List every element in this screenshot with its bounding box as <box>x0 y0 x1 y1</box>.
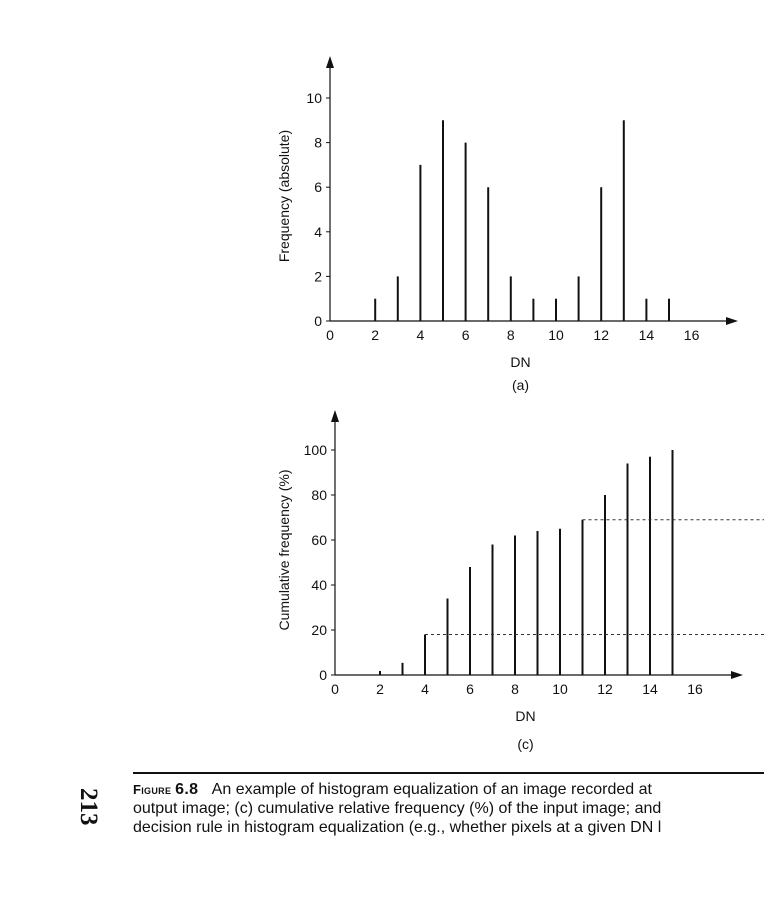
chart-2-x-axis-label: DN <box>515 708 536 724</box>
caption-line-3: decision rule in histogram equalization (e.g., whether pixels at a given DN l <box>133 819 662 836</box>
chart-1-y-axis-label: Frequency (absolute) <box>276 129 292 263</box>
chart-1-y-tick-label: 0 <box>314 313 322 329</box>
chart-2-x-axis-arrow <box>731 671 743 679</box>
chart-2-x-tick-label: 14 <box>642 681 658 697</box>
chart-2-panel-label: (c) <box>517 736 534 752</box>
chart-1-y-tick-label: 8 <box>314 134 322 151</box>
chart-1-x-tick-label: 0 <box>326 327 334 343</box>
chart-1-y-tick-label: 2 <box>314 268 322 285</box>
caption-line-2: output image; (c) cumulative relative frequency (%) of the input image; and <box>133 800 662 817</box>
chart-2-y-tick-label: 40 <box>311 577 327 593</box>
chart-2-x-tick-label: 10 <box>552 681 568 697</box>
chart-1-x-axis-label: DN <box>510 354 531 370</box>
chart-1-y-tick-label: 10 <box>306 90 322 106</box>
caption-line-1 <box>133 780 764 799</box>
caption-label-word: Figure <box>133 782 172 797</box>
chart-1-x-tick-label: 16 <box>683 327 700 343</box>
chart-2-y-tick-label: 60 <box>311 532 327 548</box>
chart-1-y-tick-label: 6 <box>314 179 322 196</box>
chart-2-y-axis-label: Cumulative frequency (%) <box>276 469 292 631</box>
chart-2-y-tick-label: 20 <box>311 622 327 638</box>
chart-1-x-tick-label: 8 <box>506 327 515 343</box>
chart-1-panel-label: (a) <box>511 377 530 393</box>
chart-1-x-axis-arrow <box>726 317 738 325</box>
caption-label <box>133 782 198 797</box>
chart-1-x-tick-label: 2 <box>371 327 380 343</box>
chart-2-x-tick-label: 2 <box>376 681 384 697</box>
caption-text-1: An example of histogram equalization of an image recorded at <box>211 781 652 798</box>
chart-1-x-tick-label: 14 <box>638 327 655 343</box>
chart-2-x-tick-label: 12 <box>597 681 613 697</box>
chart-2-y-tick-label: 0 <box>319 667 327 683</box>
chart-2-x-tick-label: 6 <box>466 681 474 697</box>
caption-rule <box>133 772 764 774</box>
chart-1-x-tick-label: 6 <box>461 327 470 343</box>
page-number: 213 <box>75 788 102 826</box>
chart-2-y-tick-label: 100 <box>303 442 327 458</box>
chart-2-x-tick-label: 8 <box>511 681 519 697</box>
chart-2-x-tick-label: 16 <box>687 681 703 697</box>
chart-2-y-tick-label: 80 <box>311 487 327 503</box>
figure-caption <box>133 780 764 837</box>
chart-2-y-axis-arrow <box>331 410 339 422</box>
chart-2-x-tick-label: 4 <box>421 681 429 697</box>
chart-1-y-axis-arrow <box>326 56 334 68</box>
chart-1-x-tick-label: 10 <box>548 327 564 343</box>
caption-number: 6.8 <box>175 781 199 798</box>
chart-2-x-tick-label: 0 <box>331 681 339 697</box>
chart-1-y-tick-label: 4 <box>314 223 322 240</box>
chart-1-x-tick-label: 4 <box>416 327 425 343</box>
chart-1-x-tick-label: 12 <box>593 327 609 343</box>
